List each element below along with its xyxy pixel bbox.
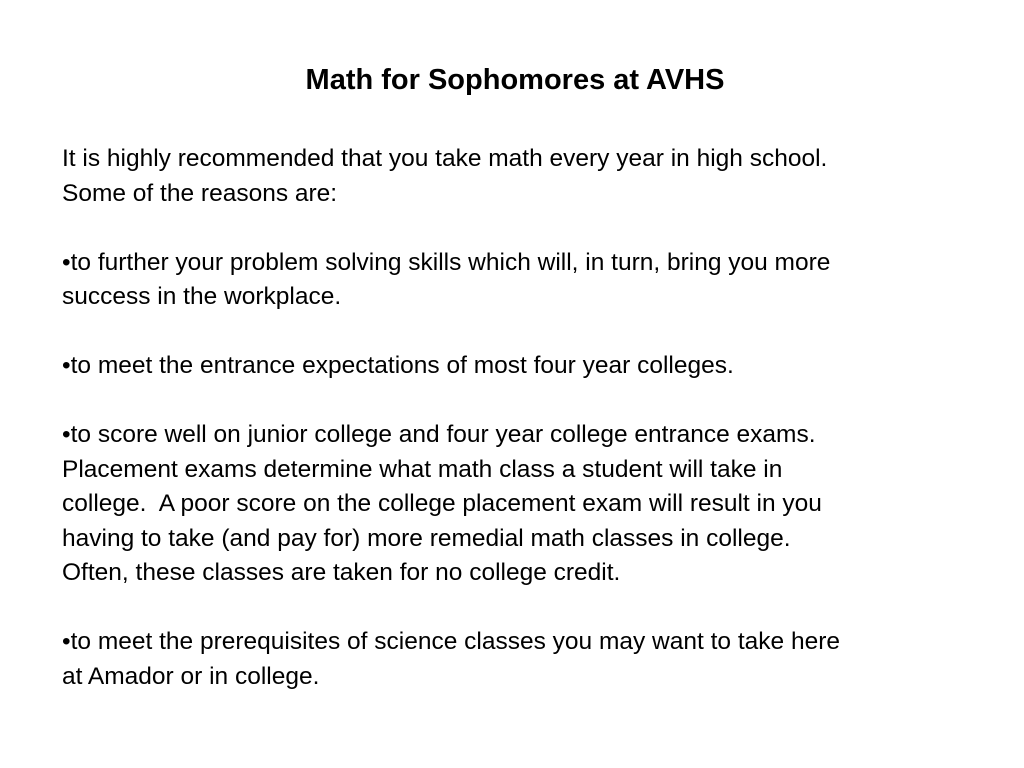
bullet-science-prerequisites: •to meet the prerequisites of science classes you may want to take here at Amador or in college. xyxy=(62,628,840,690)
slide-body xyxy=(62,142,982,694)
intro-paragraph: It is highly recommended that you take math every year in high school. Some of the reasons are: xyxy=(62,145,828,207)
slide-title: Math for Sophomores at AVHS xyxy=(305,64,725,96)
bullet-college-expectations: •to meet the entrance expectations of most four year colleges. xyxy=(62,352,734,379)
bullet-entrance-exams: •to score well on junior college and four year college entrance exams. Placement exams determine what math class a student will take in college. A poor score on the college placement exam will result in you having to take (and pay for) more remedial math classes in college. Often, these classes are taken for no college credit. xyxy=(62,421,822,586)
bullet-problem-solving: •to further your problem solving skills which will, in turn, bring you more success in the workplace. xyxy=(62,248,831,310)
